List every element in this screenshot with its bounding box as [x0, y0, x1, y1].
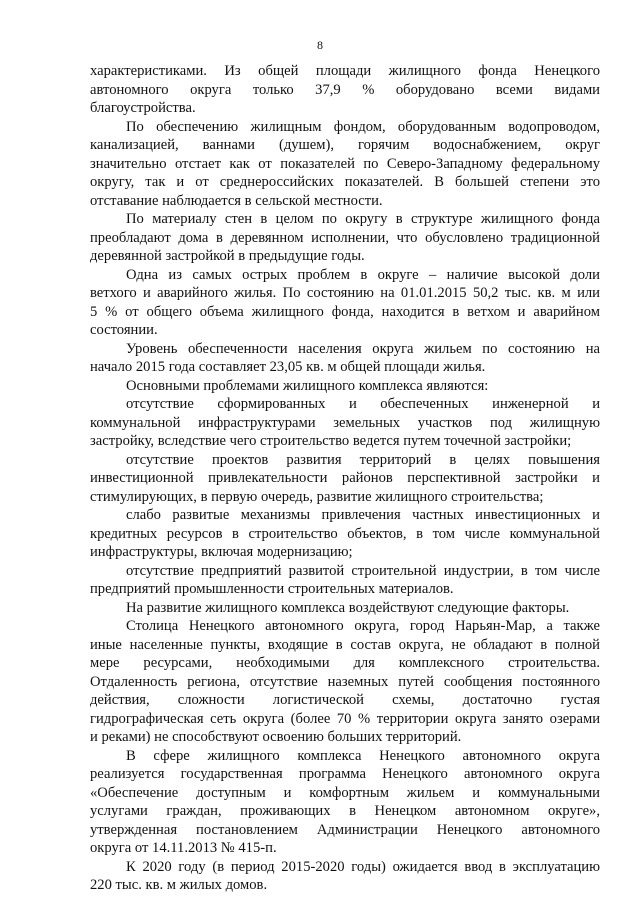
text-line: утвержденная постановлением Администрации Ненецкого автономного [90, 821, 600, 838]
text-line: В сфере жилищного комплекса Ненецкого автономного округа [126, 747, 600, 764]
text-line: значительно отстает как от показателей по Северо-Западному федеральному [90, 155, 600, 172]
text-line: «Обеспечение доступным и комфортным жильем и коммунальными [90, 784, 600, 801]
text-line: стимулирующих, в первую очередь, развитие жилищного строительства; [90, 488, 544, 505]
text-line: отсутствие предприятий развитой строительной индустрии, в том числе [126, 562, 600, 579]
text-line: канализацией, ваннами (душем), горячим водоснабжением, округ [90, 137, 600, 153]
page-number: 8 [317, 38, 323, 52]
text-line: и реками) не способствуют освоению больших территорий. [90, 729, 462, 745]
text-line: гидрографическая сеть округа (более 70 % территории округа занято озерами [90, 710, 600, 727]
text-line: По материалу стен в целом по округу в структуре жилищного фонда [126, 211, 600, 227]
text-line: округу, так и от среднероссийских показателей. В большей степени это [90, 174, 600, 190]
text-line: услугами граждан, проживающих в Ненецком автономном округе», [90, 803, 600, 819]
text-line: коммунальной инфраструктурами земельных участков под жилищную [90, 414, 600, 431]
text-line: Одна из самых острых проблем в округе – наличие высокой доли [126, 266, 600, 283]
text-line: предприятий промышленности строительных материалов. [90, 581, 454, 597]
text-line: ветхого и аварийного жилья. По состоянию на 01.01.2015 50,2 тыс. кв. м или [90, 285, 600, 301]
text-line: 220 тыс. кв. м жилых домов. [90, 877, 268, 893]
text-line: застройку, вследствие чего строительство ведется путем точечной застройки; [90, 433, 572, 449]
text-line: отсутствие сформированных и обеспеченных инженерной и [126, 396, 600, 412]
text-line: Основными проблемами жилищного комплекса являются: [126, 377, 489, 394]
text-line: Уровень обеспеченности населения округа жильем по состоянию на [126, 340, 600, 357]
text-line: инвестиционной привлекательности районов перспективной застройки и [90, 470, 600, 486]
text-line: мере ресурсами, необходимыми для комплексного строительства. [90, 655, 600, 671]
text-line: отсутствие проектов развития территорий в целях повышения [126, 451, 600, 468]
text-line: действия, сложности логистической схемы, достаточно густая [90, 692, 600, 708]
text-line: По обеспечению жилищным фондом, оборудованным водопроводом, [126, 118, 600, 135]
text-line: инфраструктуры, включая модернизацию; [90, 544, 353, 560]
text-line: К 2020 году (в период 2015-2020 годы) ожидается ввод в эксплуатацию [126, 858, 600, 875]
text-line: реализуется государственная программа Ненецкого автономного округа [90, 766, 600, 782]
text-line: автономного округа только 37,9 % оборудовано всеми видами [90, 81, 600, 98]
text-line: деревянной застройкой в предыдущие годы. [90, 248, 365, 264]
text-line: Отдаленность региона, отсутствие наземных путей сообщения постоянного [90, 673, 600, 690]
text-line: характеристиками. Из общей площади жилищного фонда Ненецкого [90, 63, 600, 79]
text-line: преобладают дома в деревянном исполнении, что обусловлено традиционной [90, 229, 600, 246]
text-line: благоустройства. [90, 100, 196, 116]
text-line: Столица Ненецкого автономного округа, город Нарьян-Мар, а также [126, 618, 600, 634]
text-line: кредитных ресурсов в строительство объектов, в том числе коммунальной [90, 525, 600, 542]
text-line: иные населенные пункты, входящие в состав округа, не обладают в полной [90, 636, 600, 653]
text-line: округа от 14.11.2013 № 415-п. [90, 840, 277, 856]
text-line: отставание наблюдается в сельской местности. [90, 192, 383, 209]
text-line: слабо развитые механизмы привлечения частных инвестиционных и [126, 507, 600, 523]
text-line: 5 % от общего объема жилищного фонда, находится в ветхом и аварийном [90, 303, 600, 320]
body-text [90, 62, 600, 895]
text-line: начало 2015 года составляет 23,05 кв. м общей площади жилья. [90, 359, 486, 375]
text-line: На развитие жилищного комплекса воздействуют следующие факторы. [126, 599, 570, 616]
text-line: состоянии. [90, 322, 158, 338]
